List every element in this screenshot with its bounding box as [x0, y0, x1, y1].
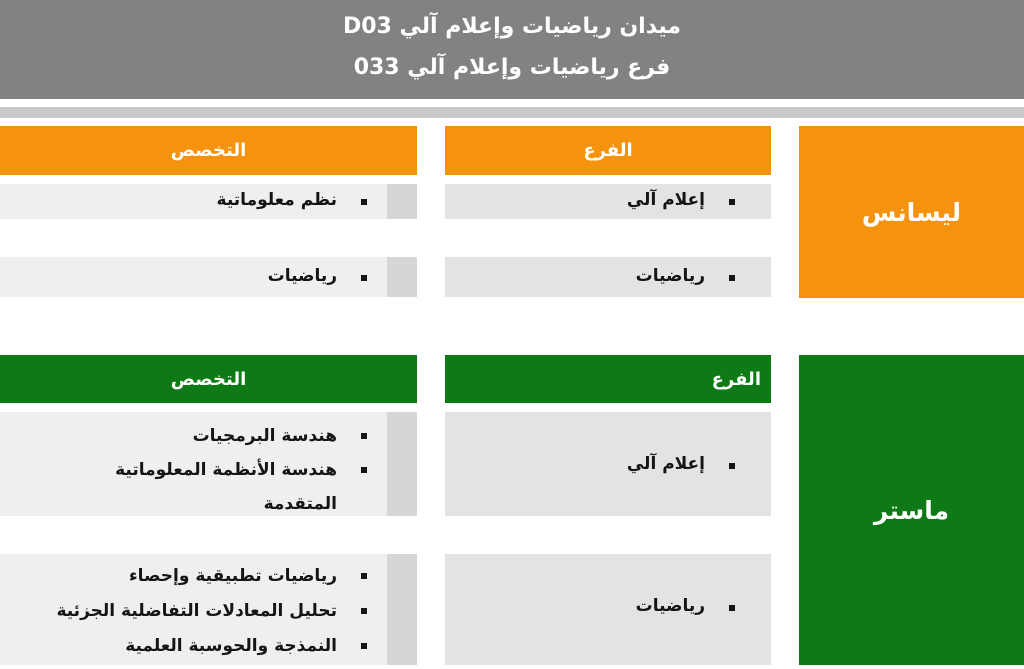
spec-label: هندسة البرمجيات: [192, 426, 337, 446]
list-item: [56, 594, 367, 629]
licence-branch-header: [445, 126, 771, 175]
list-item: [636, 596, 735, 616]
spec-label: هندسة الأنظمة المعلوماتية: [115, 460, 337, 480]
list-item: [268, 266, 367, 286]
list-item: [56, 559, 367, 594]
spec-label-continuation: المتقدمة: [263, 494, 337, 514]
list-item: [115, 419, 367, 453]
bullet-icon: [361, 573, 367, 579]
master-level-box: [799, 355, 1024, 665]
bullet-icon: [729, 199, 735, 205]
master-level-label: ماستر: [873, 495, 950, 525]
bullet-icon: [729, 463, 735, 469]
spec-label: نظم معلوماتية: [216, 190, 337, 210]
master-spec-header-label: التخصص: [170, 368, 247, 390]
list-item: [217, 190, 367, 210]
branch-label: رياضيات: [635, 596, 705, 616]
master-spec-cell: [0, 412, 417, 516]
bullet-icon: [361, 467, 367, 473]
spec-label: رياضيات تطبيقية وإحصاء: [128, 566, 337, 586]
list-item: [627, 190, 735, 210]
row-accent: [387, 412, 417, 516]
bullet-icon: [361, 433, 367, 439]
bullet-icon: [361, 643, 367, 649]
licence-level-box: [799, 126, 1024, 298]
licence-spec-cell: [0, 184, 417, 219]
list-item: [115, 453, 367, 487]
header-title-domain: ميدان رياضيات وإعلام آلي D03: [342, 14, 682, 39]
licence-spec-cell: [0, 257, 417, 297]
licence-spec-header: [0, 126, 417, 175]
branch-label: رياضيات: [635, 266, 705, 286]
bullet-icon: [361, 275, 367, 281]
master-branch-header: [445, 355, 771, 403]
list-item: [56, 629, 367, 664]
list-item: [636, 266, 735, 286]
branch-label: إعلام آلي: [626, 454, 705, 474]
row-accent: [387, 257, 417, 297]
licence-level-label: ليسانس: [861, 197, 962, 227]
master-branch-cell: [445, 412, 771, 516]
master-spec-cell: [0, 554, 417, 665]
bullet-icon: [361, 608, 367, 614]
list-item: [627, 454, 735, 474]
master-branch-header-label: الفرع: [711, 368, 761, 390]
spec-label: النمذجة والحوسبة العلمية: [125, 636, 337, 656]
master-spec-header: [0, 355, 417, 403]
spec-label: رياضيات: [267, 266, 337, 286]
bullet-icon: [729, 275, 735, 281]
page-header: [0, 0, 1024, 99]
header-separator: [0, 107, 1024, 118]
row-accent: [387, 184, 417, 219]
spec-label: تحليل المعادلات التفاضلية الجزئية: [56, 601, 337, 621]
licence-branch-header-label: الفرع: [583, 140, 633, 161]
bullet-icon: [729, 605, 735, 611]
licence-spec-header-label: التخصص: [170, 140, 247, 161]
bullet-icon: [361, 199, 367, 205]
list-item: [115, 487, 367, 521]
header-title-branch: فرع رياضيات وإعلام آلي 033: [353, 55, 671, 80]
master-branch-cell: [445, 554, 771, 665]
licence-branch-cell: [445, 257, 771, 297]
row-accent: [387, 554, 417, 665]
licence-branch-cell: [445, 184, 771, 219]
branch-label: إعلام آلي: [626, 190, 705, 210]
